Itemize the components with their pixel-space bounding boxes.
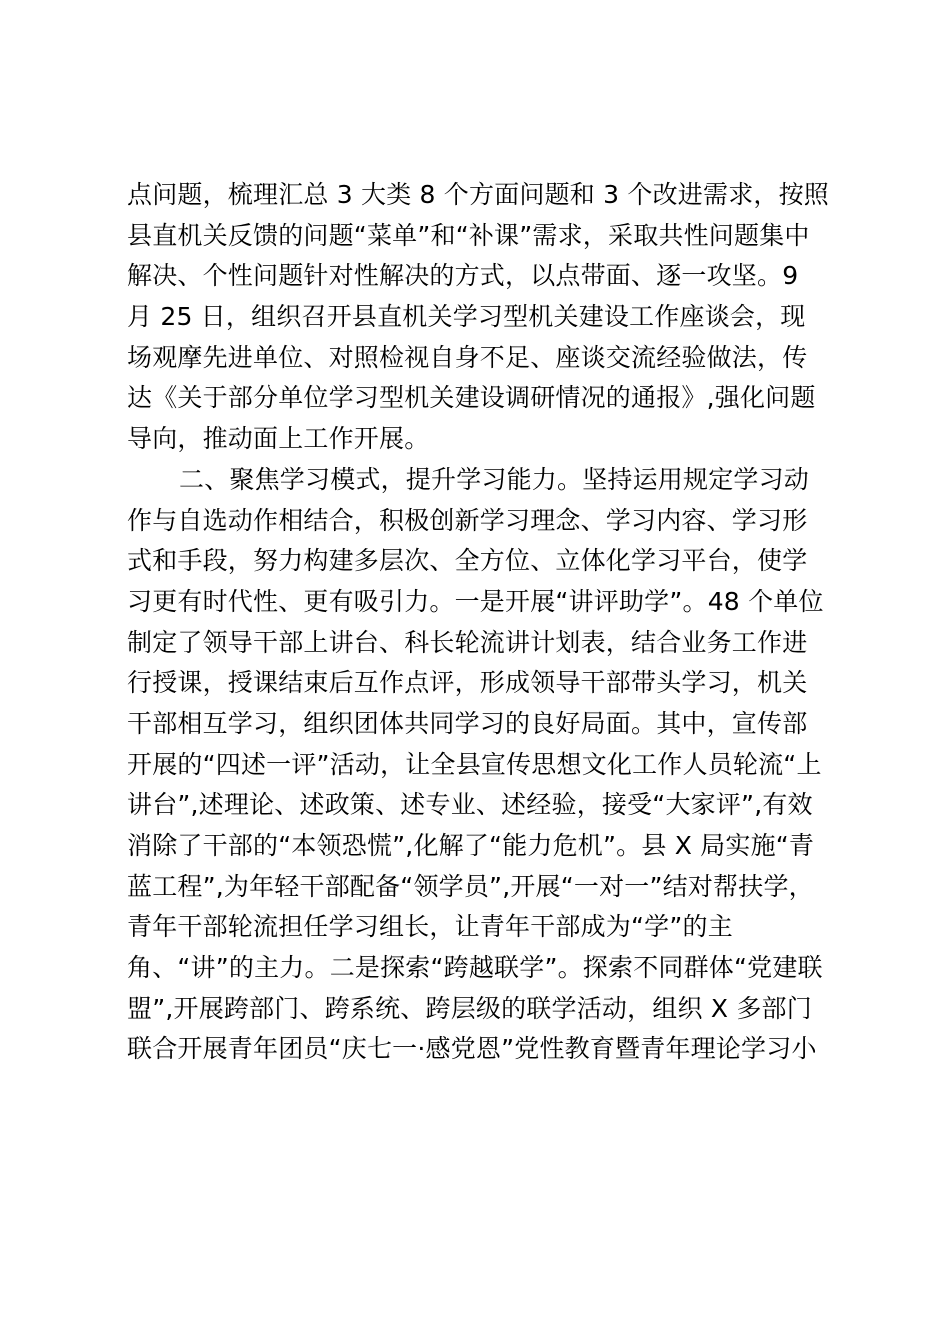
text-line: 县直机关反馈的问题“菜单”和“补课”需求，采取共性问题集中: [127, 220, 810, 250]
text-line: 解决、个性问题针对性解决的方式，以点带面、逐一攻坚。9: [127, 261, 799, 291]
text-line: 习更有时代性、更有吸引力。一是开展“讲评助学”。48 个单位: [127, 586, 824, 616]
text-line: 场观摩先进单位、对照检视自身不足、座谈交流经验做法，传: [127, 342, 808, 372]
text-line: 讲台”,述理论、述政策、述专业、述经验，接受“大家评”,有效: [127, 790, 813, 820]
text-line: 点问题，梳理汇总 3 大类 8 个方面问题和 3 个改进需求，按照: [127, 180, 830, 209]
text-line: 制定了领导干部上讲台、科长轮流讲计划表，结合业务工作进: [127, 627, 808, 657]
text-line: 消除了干部的“本领恐慌”,化解了“能力危机”。县 X 局实施“青: [127, 831, 815, 860]
text-line: 行授课，授课结束后互作点评，形成领导干部带头学习，机关: [127, 668, 808, 698]
text-line: 达《关于部分单位学习型机关建设调研情况的通报》,强化问题: [127, 383, 816, 413]
section-heading-line: 二、聚焦学习模式，提升学习能力。坚持运用规定学习动: [179, 464, 810, 494]
text-line: 联合开展青年团员“庆七一·感党恩”党性教育暨青年理论学习小: [127, 1034, 817, 1064]
text-line: 月 25 日，组织召开县直机关学习型机关建设工作座谈会，现: [127, 302, 806, 332]
text-line: 式和手段，努力构建多层次、全方位、立体化学习平台，使学: [127, 546, 808, 576]
text-line: 蓝工程”,为年轻干部配备“领学员”,开展“一对一”结对帮扶学，: [127, 871, 814, 901]
text-line: 角、“讲”的主力。二是探索“跨越联学”。探索不同群体“党建联: [127, 953, 823, 983]
body-text: [127, 175, 837, 1070]
text-line: 开展的“四述一评”活动，让全县宣传思想文化工作人员轮流“上: [127, 749, 822, 779]
text-line: 青年干部轮流担任学习组长，让青年干部成为“学”的主: [127, 912, 733, 942]
text-line: 作与自选动作相结合，积极创新学习理念、学习内容、学习形: [127, 505, 808, 535]
text-line: 干部相互学习，组织团体共同学习的良好局面。其中，宣传部: [127, 708, 808, 738]
text-line: 导向，推动面上工作开展。: [127, 424, 430, 454]
text-line: 盟”,开展跨部门、跨系统、跨层级的联学活动，组织 X 多部门: [127, 993, 812, 1023]
